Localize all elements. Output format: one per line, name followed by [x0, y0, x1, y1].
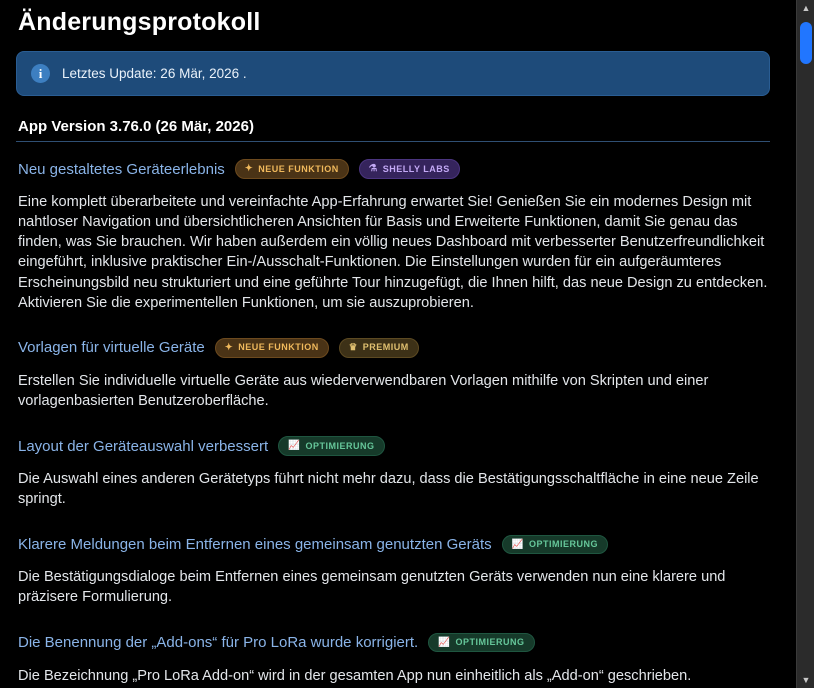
sparkle-icon: ✦ — [224, 342, 234, 353]
changelog-entry — [16, 630, 770, 686]
sparkle-icon: ✦ — [244, 163, 254, 175]
badge-premium — [339, 338, 419, 358]
window-edge-gap — [786, 0, 796, 688]
entry-body: Die Bezeichnung „Pro LoRa Add-on“ wird in der gesamten App nun einheitlich als „Add-on“ geschrieben. — [18, 667, 692, 684]
badge-label: OPTIMIERUNG — [305, 440, 375, 451]
badge-label: OPTIMIERUNG — [528, 538, 598, 549]
entry-header — [18, 630, 770, 656]
badge-shelly-labs — [359, 159, 460, 179]
badge-label: PREMIUM — [362, 342, 409, 353]
entry-title: Neu gestaltetes Geräteerlebnis — [18, 160, 225, 178]
entry-body: Erstellen Sie individuelle virtuelle Geräte aus wiederverwendbaren Vorlagen mithilfe von Skripten und einer vorlagenbasierten Benutzeroberfläche. — [18, 372, 709, 409]
changelog-entry — [16, 156, 770, 313]
scroll-down-arrow-icon[interactable]: ▼ — [797, 672, 814, 688]
entry-title: Vorlagen für virtuelle Geräte — [18, 339, 205, 357]
divider — [16, 141, 770, 142]
entry-header — [18, 531, 770, 557]
badge-improvement — [502, 535, 608, 555]
changelog-entry — [16, 335, 770, 411]
entry-body: Die Auswahl eines anderen Gerätetyps führt nicht mehr dazu, dass die Bestätigungsschaltfläche in eine neue Zeile springt. — [18, 471, 759, 508]
last-update-text: Letztes Update: 26 Mär, 2026 . — [62, 66, 247, 81]
badge-label: OPTIMIERUNG — [455, 637, 525, 647]
chart-up-icon: 📈 — [288, 440, 301, 452]
changelog-entry — [16, 531, 770, 607]
badge-improvement — [278, 436, 384, 456]
flask-icon: ⚗ — [368, 163, 378, 175]
entry-header — [18, 433, 770, 459]
chart-up-icon: 📈 — [438, 636, 451, 648]
crown-icon: ♛ — [348, 342, 358, 353]
badge-label: NEUE FUNKTION — [258, 163, 339, 174]
badge-new-feature — [235, 159, 349, 179]
entry-body: Die Bestätigungsdialoge beim Entfernen eines gemeinsam genutzten Geräts verwenden nun eine klarere und präzisere Formulierung. — [18, 569, 726, 606]
entry-title: Layout der Geräteauswahl verbessert — [18, 437, 269, 455]
chart-up-icon: 📈 — [511, 538, 524, 550]
badge-new-feature — [215, 338, 329, 358]
entry-title: Die Benennung der „Add-ons“ für Pro LoRa wurde korrigiert. — [18, 634, 419, 651]
badge-label: NEUE FUNKTION — [238, 342, 319, 353]
last-update-banner — [16, 51, 770, 96]
vertical-scrollbar[interactable] — [796, 0, 814, 688]
changelog-entry — [16, 433, 770, 509]
entry-header — [18, 156, 770, 182]
scroll-up-arrow-icon[interactable]: ▲ — [797, 0, 814, 16]
badge-improvement — [428, 633, 534, 653]
badge-label: SHELLY LABS — [382, 163, 450, 174]
version-header: App Version 3.76.0 (26 Mär, 2026) — [18, 118, 254, 135]
page-title: Änderungsprotokoll — [18, 8, 261, 36]
info-icon: i — [31, 64, 50, 83]
entry-header — [18, 335, 770, 361]
scrollbar-thumb[interactable] — [800, 22, 812, 64]
entry-title: Klarere Meldungen beim Entfernen eines gemeinsam genutzten Geräts — [18, 535, 492, 553]
entry-body: Eine komplett überarbeitete und vereinfachte App-Erfahrung erwartet Sie! Genießen Sie ein modernes Design mit nahtloser Navigation und übersichtlicheren Ansichten für Basis und Erweiterte Funktionen, damit Sie genau das finden, was Sie brauchen. Wir haben außerdem ein völlig neues Dashboard mit verbesserter Benutzerfreundlichkeit eingeführt, inklusive praktischer Ein-/Ausschalt-Funktionen. Die Einstellungen wurden für ein aufgeräumteres Erscheinungsbild neu strukturiert und eine geführte Tour hinzugefügt, die Ihnen hilft, das neue Design zu entdecken. Aktivieren Sie die experimentellen Funktionen, um sie auszuprobieren. — [18, 194, 768, 311]
